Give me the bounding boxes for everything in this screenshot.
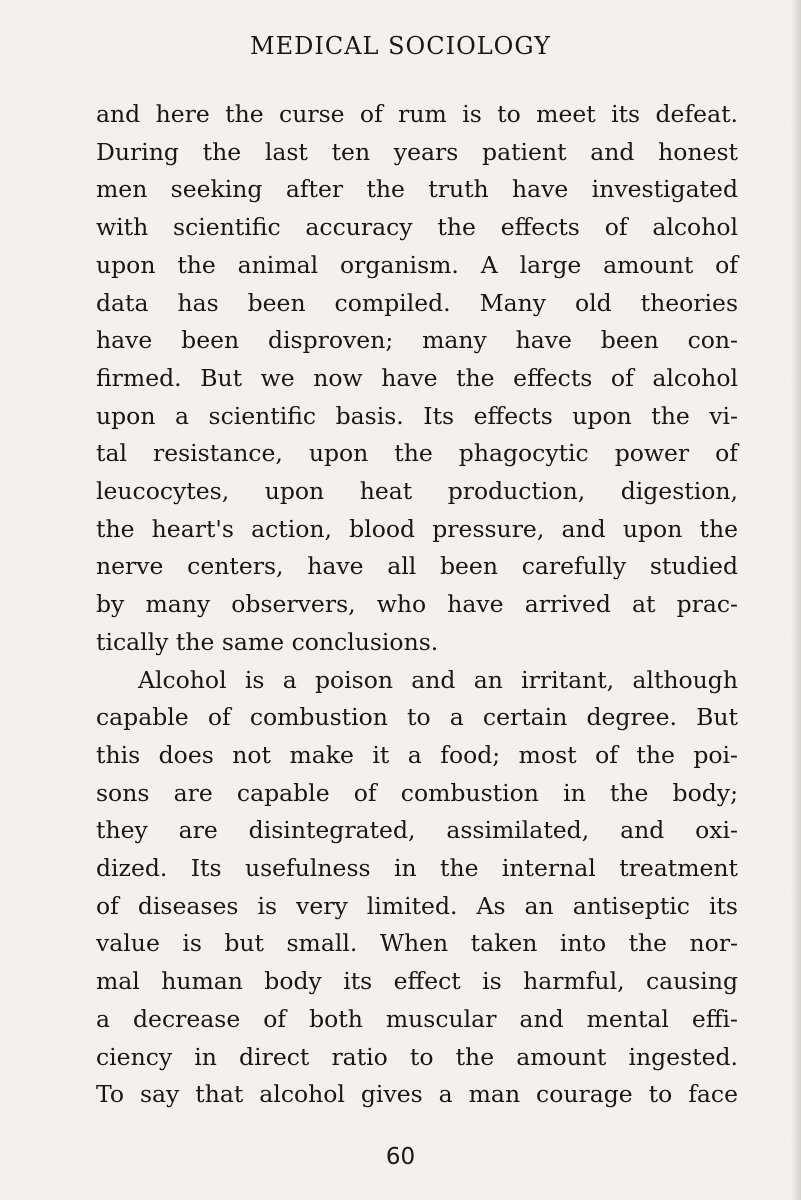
text-line: During the last ten years patient and honest	[96, 137, 738, 166]
text-line: a decrease of both muscular and mental effi-	[96, 1004, 738, 1033]
running-head: MEDICAL SOCIOLOGY	[250, 32, 551, 60]
text-line: dized. Its usefulness in the internal treatment	[96, 854, 738, 883]
text-line: upon a scientific basis. Its effects upon the vi-	[96, 401, 738, 430]
text-line: sons are capable of combustion in the body;	[96, 778, 738, 807]
text-line: and here the curse of rum is to meet its defeat.	[96, 100, 738, 128]
text-line: capable of combustion to a certain degree. But	[96, 703, 738, 732]
text-line: upon the animal organism. A large amount of	[96, 250, 738, 279]
text-line: of diseases is very limited. As an antiseptic its	[96, 891, 738, 920]
text-line: mal human body its effect is harmful, causing	[96, 967, 738, 996]
text-line: tically the same conclusions.	[96, 627, 439, 656]
body-text	[96, 96, 738, 1114]
text-line: data has been compiled. Many old theories	[96, 288, 738, 317]
text-line: tal resistance, upon the phagocytic power of	[96, 439, 738, 468]
text-line: have been disproven; many have been con-	[96, 326, 738, 355]
paragraph-1	[96, 96, 738, 662]
text-line: with scientific accuracy the effects of alcohol	[96, 213, 738, 242]
text-line: nerve centers, have all been carefully studied	[96, 552, 738, 581]
text-line: by many observers, who have arrived at prac-	[96, 590, 738, 619]
paragraph-2	[96, 662, 738, 1114]
text-line: the heart's action, blood pressure, and upon the	[96, 514, 738, 543]
text-line: men seeking after the truth have investigated	[96, 175, 738, 204]
text-line: this does not make it a food; most of the poi-	[96, 740, 738, 769]
page-number: 60	[385, 1144, 416, 1170]
text-line: leucocytes, upon heat production, digestion,	[96, 477, 738, 506]
text-line: To say that alcohol gives a man courage to face	[96, 1080, 738, 1109]
text-line: firmed. But we now have the effects of alcohol	[96, 363, 738, 392]
page-edge-shadow	[791, 0, 801, 1200]
text-line: they are disintegrated, assimilated, and oxi-	[96, 816, 738, 845]
text-line: value is but small. When taken into the nor-	[96, 929, 738, 958]
text-line: Alcohol is a poison and an irritant, although	[138, 665, 738, 694]
text-line: ciency in direct ratio to the amount ingested.	[96, 1042, 738, 1071]
